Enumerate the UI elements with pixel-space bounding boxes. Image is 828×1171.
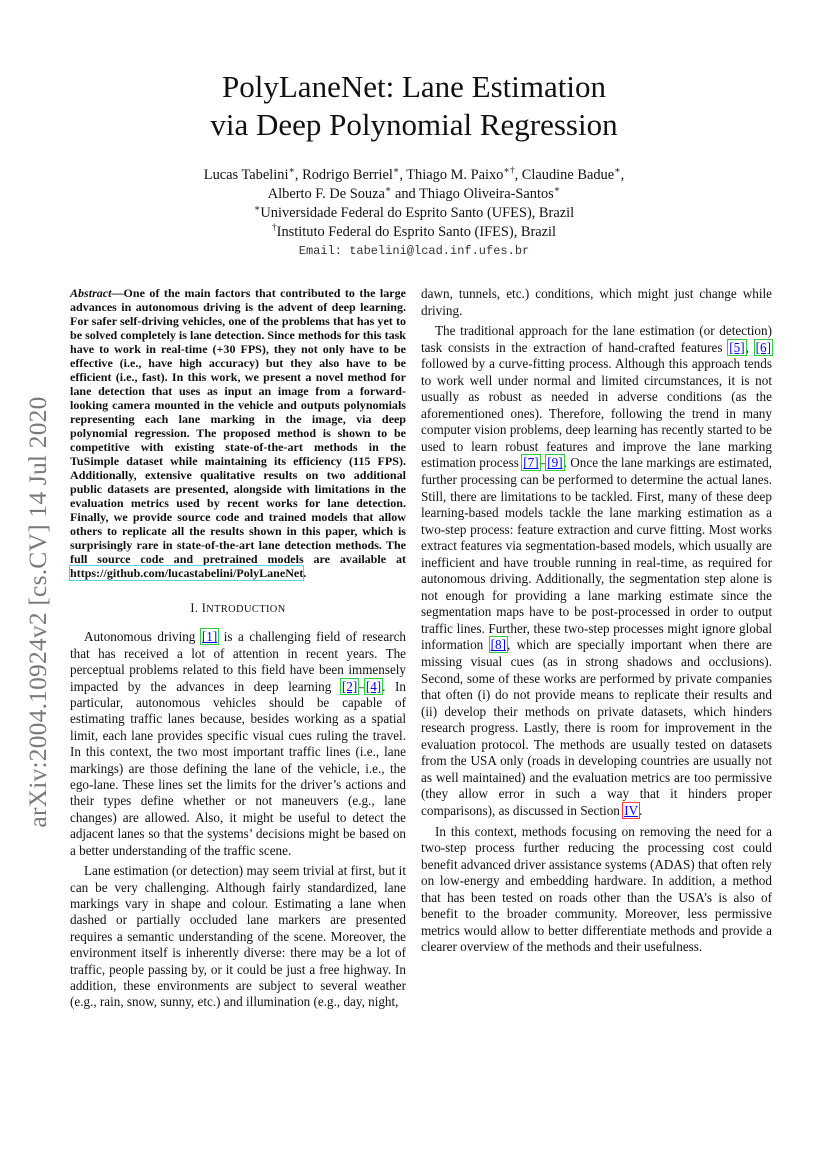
affiliation-text: Instituto Federal do Esprito Santo (IFES), Brazil bbox=[276, 224, 557, 240]
section-title: NTRODUCTION bbox=[206, 604, 286, 615]
title-line-1: PolyLaneNet: Lane Estimation bbox=[222, 69, 606, 104]
author-name: , Claudine Badue bbox=[514, 167, 615, 183]
abstract-label: Abstract bbox=[70, 286, 112, 300]
author-name: Lucas Tabelini bbox=[203, 167, 289, 183]
affiliation-mark: † bbox=[271, 223, 277, 234]
paragraph-text: Autonomous driving bbox=[84, 629, 201, 645]
affiliation-mark: ∗ bbox=[253, 204, 261, 215]
paragraph-text: . In particular, autonomous vehicles should be capable of estimating traffic lanes because, besides working as a spatial limit, each lane provides specific visual cues ruling the travel. In this context, the two most important traffic lines (i.e., lane markings) are those defining the lane of the vehicle, i.e., the ego-lane. These lines set the limits for the driver’s actions and their types define whether or not maneuvers (e.g., lane changes) are allowed. Also, it might be useful to detect the adjacent lanes so that the systems’ decisions might be based on a better understanding of the traffic scene. bbox=[70, 678, 406, 858]
citation-link[interactable]: [6] bbox=[755, 339, 771, 355]
citation-link[interactable]: [8] bbox=[490, 637, 506, 653]
affiliation-1 bbox=[0, 204, 828, 223]
citation-link[interactable]: [7] bbox=[523, 455, 539, 471]
arxiv-identifier-sidebar bbox=[18, 372, 58, 852]
paragraph-text: The traditional approach for the lane estimation (or detection) task consists in the extraction of hand-crafted features bbox=[421, 323, 772, 355]
affiliation-mark: ∗ bbox=[384, 185, 392, 196]
affiliation-mark: ∗† bbox=[503, 166, 515, 177]
author-line-2 bbox=[0, 185, 828, 204]
paragraph-text: , which are specially important when there are missing visual cues (as in strong shadows and occlusions). Second, some of these works are performed by private companies that often (i) do not provide means to replicate their results and (ii) develop their methods on private datasets, which hinders research progress. Lastly, there is room for improvement in the evaluation protocol. The methods are usually tested on datasets from the USA only (roads in developing countries are usually not as well maintained) and the evaluation metrics are too permissive (they allow error in such a way that it hinders proper comparisons), as discussed in Section bbox=[421, 637, 773, 818]
affiliation-2 bbox=[0, 223, 828, 242]
author-name: Alberto F. De Souza bbox=[267, 186, 385, 202]
paragraph-text: . bbox=[639, 802, 643, 818]
citation-link[interactable]: [2] bbox=[341, 678, 358, 694]
affiliation-mark: ∗ bbox=[288, 166, 295, 177]
section-reference-link[interactable]: IV bbox=[624, 802, 639, 818]
citation-link[interactable]: [4] bbox=[365, 678, 382, 694]
affiliation-mark: ∗ bbox=[553, 185, 561, 196]
section-numeral: I. I bbox=[190, 601, 207, 615]
paper-title bbox=[0, 68, 828, 144]
intro-paragraph-3 bbox=[421, 323, 772, 819]
abstract bbox=[70, 286, 406, 580]
abstract-end: . bbox=[303, 566, 307, 580]
citation-link[interactable]: [5] bbox=[729, 339, 745, 355]
author-separator: , bbox=[620, 167, 625, 183]
affiliation-mark: ∗ bbox=[392, 166, 400, 177]
arxiv-identifier: arXiv:2004.10924v2 [cs.CV] 14 Jul 2020 bbox=[23, 396, 52, 828]
github-link[interactable]: https://github.com/lucastabelini/PolyLaneNet bbox=[70, 566, 304, 580]
citation-link[interactable]: [9] bbox=[547, 455, 563, 471]
abstract-text: —One of the main factors that contributed to the large advances in autonomous driving is the advent of deep learning. For safer self-driving vehicles, one of the problems that has yet to be solved completely is lane detection. Since methods for this task have to work in real-time (+30 FPS), they not only have to be effective (i.e., have high accuracy) but they also have to be efficient (i.e., fast). In this work, we present a novel method for lane detection that uses as input an image from a forward-looking camera mounted in the vehicle and outputs polynomials representing each lane marking in the image, via deep polynomial regression. The proposed method is shown to be competitive with existing state-of-the-art methods in the TuSimple dataset while maintaining its efficiency (115 FPS). Additionally, extensive qualitative results on two additional public datasets are presented, alongside with limitations in the evaluation metrics used by recent works for lane detection. Finally, we provide source code and trained models that allow others to replicate all the results shown in this paper, which is surprisingly rare in state-of-the-art lane detection methods. The full source code and pretrained models are available at bbox=[70, 286, 406, 566]
author-email: Email: tabelini@lcad.inf.ufes.br bbox=[298, 244, 530, 258]
left-column bbox=[70, 286, 406, 1011]
citation-link[interactable]: [1] bbox=[201, 629, 218, 645]
intro-paragraph-4: In this context, methods focusing on removing the need for a two-step process further reducing the processing cost could benefit advanced driver assistance systems (ADAS) that often rely on low-energy and embedding hardware. In addition, a method that has been tested on roads other than the USA’s is also of benefit to the broader community. Moreover, less permissive metrics would allow to better differentiate methods and provide a clearer overview of the methods and their usefulness. bbox=[421, 823, 772, 955]
section-heading-introduction bbox=[70, 600, 406, 618]
intro-paragraph-1 bbox=[70, 629, 406, 859]
paragraph-text: – bbox=[358, 678, 365, 694]
right-column bbox=[421, 286, 772, 956]
title-line-2: via Deep Polynomial Regression bbox=[210, 107, 618, 142]
author-name: and Thiago Oliveira-Santos bbox=[391, 186, 554, 202]
author-name: , Rodrigo Berriel bbox=[294, 167, 393, 183]
author-name: , Thiago M. Paixo bbox=[399, 167, 504, 183]
paragraph-text: is a challenging field of research that has received a lot of attention in recent years. The perceptual problems related to this field have been immensely impacted by the advances in deep learning bbox=[70, 629, 406, 694]
paragraph-text: . Once the lane markings are estimated, further processing can be performed to determine the actual lanes. Still, there are limitations to be tackled. First, many of these deep learning-based models tackle the lane marking estimation as a two-step process: feature extraction and curve fitting. Most works extract features via segmentation-based models, which usually are inefficient and have trouble running in real-time, as required for autonomous driving. Additionally, the segmentation step alone is not enough for providing a lane marking estimate since the segmentation maps have to be post-processed in order to output traffic lines. Further, these two-step processes might ignore global information bbox=[421, 455, 772, 653]
paragraph-text: – bbox=[539, 455, 547, 471]
paragraph-text: followed by a curve-fitting process. Although this approach tends to work well under normal and limited circumstances, it is not usually as robust as needed in adverse conditions (as the aforementioned ones). Therefore, following the trend in many computer vision problems, deep learning has recently started to be used to learn robust features and improve the lane marking estimation process bbox=[421, 356, 772, 471]
affiliation-text: Universidade Federal do Esprito Santo (UFES), Brazil bbox=[260, 205, 575, 221]
paragraph-text: , bbox=[745, 339, 755, 355]
intro-paragraph-continued: dawn, tunnels, etc.) conditions, which might just change while driving. bbox=[421, 286, 772, 318]
author-line-1 bbox=[0, 166, 828, 185]
author-block bbox=[0, 166, 828, 261]
affiliation-mark: ∗ bbox=[614, 166, 621, 177]
intro-paragraph-2: Lane estimation (or detection) may seem trivial at first, but it can be very challenging. Although fairly standardized, lane markings vary in shape and colour. Estimating a lane when dashed or partially occluded lane markers are presented requires a semantic understanding of the scene. Moreover, the environment itself is inherently diverse: there may be a lot of traffic, people passing by, or it could be just a free highway. In addition, these environments are subject to several weather (e.g., rain, snow, sunny, etc.) and illumination (e.g., day, night, bbox=[70, 863, 406, 1010]
